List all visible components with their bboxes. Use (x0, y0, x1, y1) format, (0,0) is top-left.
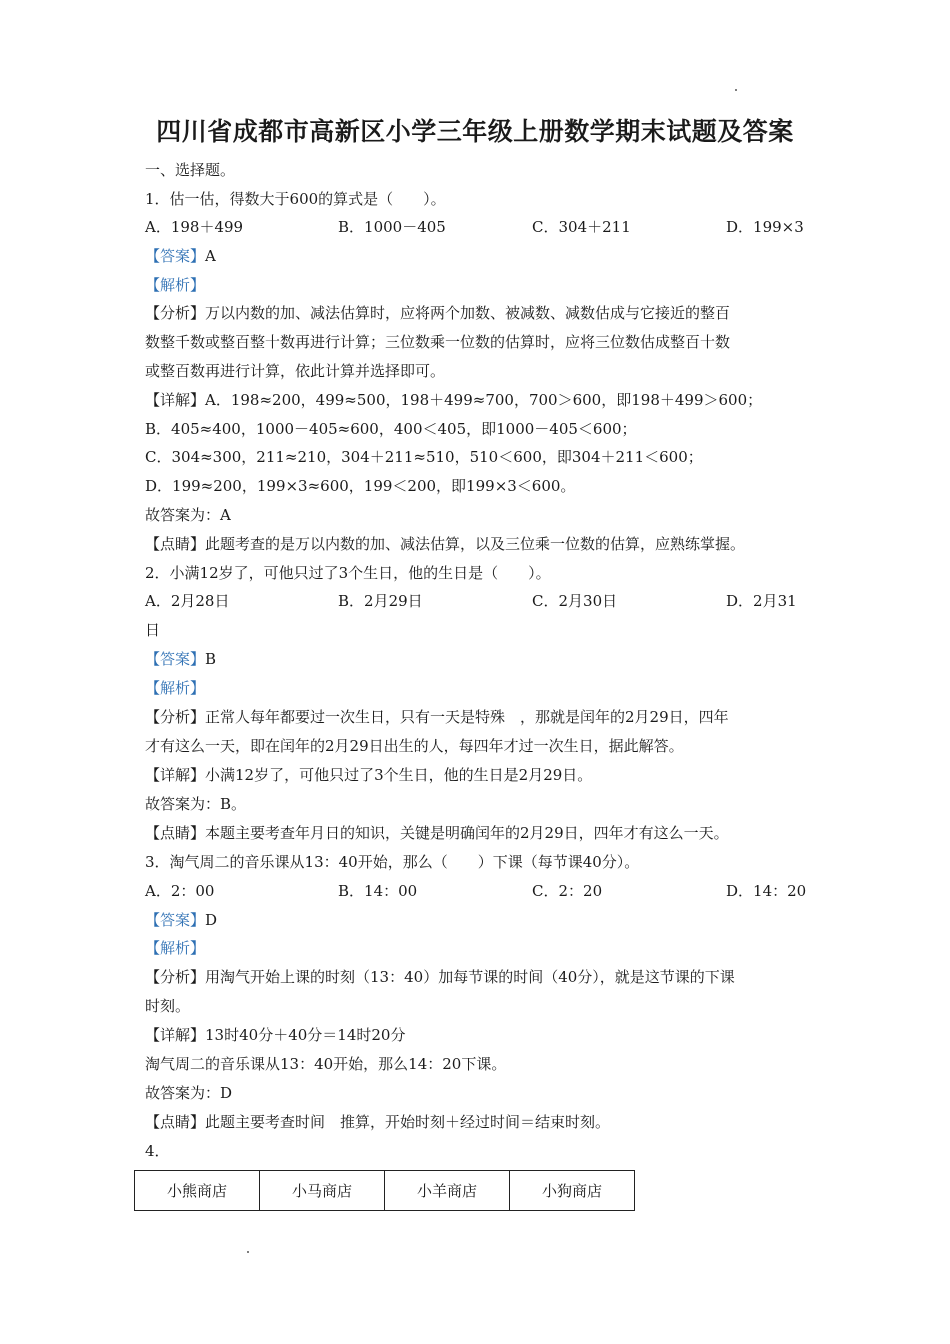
answer-value: B (205, 650, 217, 668)
question-1-xiangjie-line-2: B．405≈400，1000－405≈600，400＜405，即1000－405＜600； (145, 420, 637, 438)
answer-tag: 【答案】 (145, 911, 206, 929)
question-3-dianjing (145, 1111, 610, 1133)
question-1-dianjing (145, 533, 745, 555)
answer-tag: 【答案】 (145, 650, 206, 668)
shop-table (134, 1170, 635, 1211)
xiangjie-tag: 【详解】 (145, 1026, 206, 1044)
question-2-fenxi (145, 706, 729, 728)
question-2-option-a: A．2月28日 (145, 592, 230, 610)
table-cell-shop-1: 小熊商店 (135, 1171, 260, 1211)
question-3-option-a: A．2：00 (145, 882, 215, 900)
question-3-option-c: C．2：20 (532, 882, 603, 900)
xiangjie-tag: 【详解】 (145, 766, 206, 784)
question-3-fenxi-line-2: 时刻。 (145, 997, 191, 1015)
question-1-option-d: D．199×3 (726, 218, 804, 236)
question-2-dianjing (145, 822, 729, 844)
question-3-xiangjie-line-2: 淘气周二的音乐课从13：40开始，那么14：20下课。 (145, 1055, 507, 1073)
question-3-fenxi (145, 966, 735, 988)
dianjing-text: 此题考查的是万以内数的加、减法估算，以及三位乘一位数的估算，应熟练掌握。 (205, 535, 746, 553)
dianjing-tag: 【点睛】 (145, 824, 206, 842)
fenxi-text: 用淘气开始上课的时刻（13：40）加每节课的时间（40分），就是这节课的下课 (205, 968, 735, 986)
answer-value: D (205, 911, 218, 929)
dianjing-text: 本题主要考查年月日的知识，关键是明确闰年的2月29日，四年才有这么一天。 (205, 824, 729, 842)
page-mark-dot (735, 89, 737, 91)
dianjing-tag: 【点睛】 (145, 535, 206, 553)
dianjing-text: 此题主要考查时间 推算，开始时刻＋经过时间＝结束时刻。 (205, 1113, 611, 1131)
question-1-option-b: B．1000－405 (338, 218, 446, 236)
question-2-conclusion: 故答案为：B。 (145, 795, 247, 813)
question-3-option-d: D．14：20 (726, 882, 807, 900)
question-2-option-b: B．2月29日 (338, 592, 423, 610)
table-cell-shop-2: 小马商店 (260, 1171, 385, 1211)
question-4-stem: 4． (145, 1142, 170, 1160)
section-heading: 一、选择题。 (145, 161, 236, 179)
xiangjie-text: 小满12岁了，可他只过了3个生日，他的生日是2月29日。 (205, 766, 593, 784)
fenxi-tag: 【分析】 (145, 304, 206, 322)
answer-value: A (205, 247, 216, 265)
question-3-xiangjie (145, 1024, 405, 1046)
fenxi-tag: 【分析】 (145, 708, 206, 726)
question-1-stem: 1．估一估，得数大于600的算式是（ ）。 (145, 190, 446, 208)
question-2-answer (145, 648, 216, 670)
answer-tag: 【答案】 (145, 247, 206, 265)
analysis-tag: 【解析】 (145, 679, 206, 697)
question-2-option-d-wrap: 日 (145, 621, 161, 639)
question-1-conclusion: 故答案为：A (145, 506, 231, 524)
dianjing-tag: 【点睛】 (145, 1113, 206, 1131)
fenxi-text: 万以内数的加、减法估算时，应将两个加数、被减数、减数估成与它接近的整百 (205, 304, 731, 322)
question-3-option-b: B．14：00 (338, 882, 418, 900)
question-2-fenxi-line-2: 才有这么一天，即在闰年的2月29日出生的人，每四年才过一次生日，据此解答。 (145, 737, 684, 755)
fenxi-text: 正常人每年都要过一次生日，只有一天是特殊 ，那就是闰年的2月29日，四年 (205, 708, 729, 726)
question-2-xiangjie (145, 764, 592, 786)
table-cell-shop-3: 小羊商店 (385, 1171, 510, 1211)
question-1-option-c: C．304＋211 (532, 218, 631, 236)
question-1-fenxi-line-2: 数整千数或整百整十数再进行计算；三位数乘一位数的估算时，应将三位数估成整百十数 (145, 333, 731, 351)
question-1-answer (145, 245, 216, 267)
question-1-fenxi (145, 302, 730, 324)
page-title: 四川省成都市高新区小学三年级上册数学期末试题及答案 (156, 117, 794, 146)
analysis-tag: 【解析】 (145, 276, 206, 294)
page-mark-dot (247, 1251, 249, 1253)
question-3-answer (145, 909, 217, 931)
question-2-stem: 2．小满12岁了，可他只过了3个生日，他的生日是（ ）。 (145, 564, 551, 582)
question-2-option-c: C．2月30日 (532, 592, 618, 610)
xiangjie-text: A．198≈200，499≈500，198＋499≈700，700＞600，即198＋499＞600； (205, 391, 763, 409)
table-row (135, 1171, 635, 1211)
xiangjie-text: 13时40分＋40分＝14时20分 (205, 1026, 406, 1044)
question-2-option-d: D．2月31 (726, 592, 797, 610)
question-1-option-a: A．198＋499 (145, 218, 244, 236)
question-1-xiangjie-line-3: C．304≈300，211≈210，304＋211≈510，510＜600，即304＋211＜600； (145, 448, 703, 466)
xiangjie-tag: 【详解】 (145, 391, 206, 409)
fenxi-tag: 【分析】 (145, 968, 206, 986)
question-1-xiangjie (145, 389, 762, 411)
question-3-conclusion: 故答案为：D (145, 1084, 233, 1102)
question-1-fenxi-line-3: 或整百数再进行计算，依此计算并选择即可。 (145, 362, 446, 380)
analysis-tag: 【解析】 (145, 939, 206, 957)
question-3-stem: 3．淘气周二的音乐课从13：40开始，那么（ ）下课（每节课40分）。 (145, 853, 640, 871)
table-cell-shop-4: 小狗商店 (510, 1171, 635, 1211)
question-1-xiangjie-line-4: D．199≈200，199×3≈600，199＜200，即199×3＜600。 (145, 477, 576, 495)
